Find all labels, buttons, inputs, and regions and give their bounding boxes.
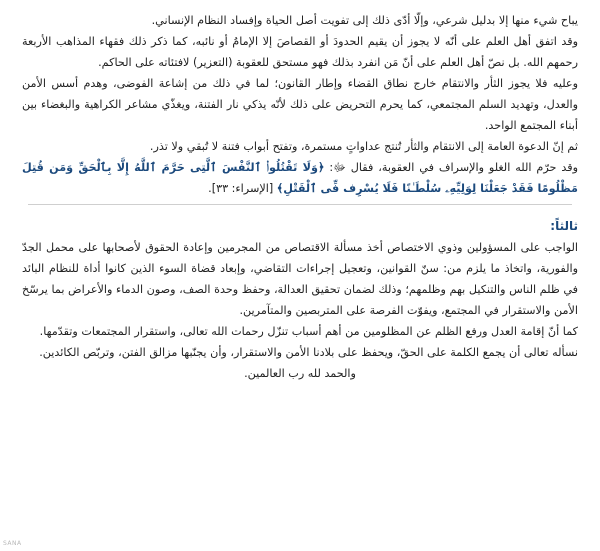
paragraph: نسأله تعالى أن يجمع الكلمة على الحقّ، ويحفظ على بلادنا الأمن والاستقرار، وأن يجنّبها مزالق الفتن، وتربّص الكائدين.	[39, 346, 578, 359]
document-page	[22, 10, 578, 384]
closing-line: والحمد لله رب العالمين.	[244, 367, 356, 380]
paragraph: وعليه فلا يجوز الثأر والانتقام خارج نطاق القضاء وإطار القانون؛ لما في ذلك من إشاعة الفوضى، وهدم أسس الأمن والعدل، وتهديد السلم المجتمعي، كما يحرم التحريض على ذلك لأنّه يذكي نار الفتنة، ويغذّي مشاعر الكراهية والبغضاء بين أبناء المجتمع الواحد.	[22, 77, 578, 132]
section-divider	[28, 204, 572, 205]
paragraph: ثم إنّ الدعوة العامة إلى الانتقام والثأر تُنتج عداواتٍ مستمرة، وتفتح أبواب فتنة لا تُبقي ولا تذر.	[149, 140, 578, 153]
verse-paragraph	[22, 157, 578, 199]
paragraph: وقد اتفق أهل العلم على أنّه لا يجوز أن يقيم الحدودَ أو القصاصَ إلا الإمامُ أو نائبه، كما ذكر ذلك فقهاء المذاهب الأربعة رحمهم الله. بل نصّ أهل العلم على أنّ مَن انفرد بذلك فهو مستحق للعقوبة (التعزير) لافتئاته على الحاكم.	[22, 35, 578, 69]
section-heading: ثالثاً:	[550, 219, 578, 233]
verse-intro: وقد حرّم الله الغلو والإسراف في العقوبة، فقال ﷻ:	[324, 161, 578, 174]
paragraph: يباح شيء منها إلا بدليل شرعي، وإلّا أدّى ذلك إلى تفويت أصل الحياة وإفساد النظام الإنساني.	[151, 14, 578, 27]
paragraph: الواجب على المسؤولين وذوي الاختصاص أخذ مسألة الاقتصاص من المجرمين وإعادة الحقوق لأصحابها على محمل الجدّ والفورية، واتخاذ ما يلزم من: سنّ القوانين، وتعجيل إجراءات التقاضي، وإبعاد قضاة السوء الذين كانوا أداة للنظام البائد في ظلم الناس والتنكيل بهم وظلمهم؛ وذلك لضمان تحقيق العدالة، وحفظ وحدة الصف، وصون الدماء والأعراض بما يرسّخ الأمن والاستقرار في المجتمع، ويفوّت الفرصة على المتربصين والمتآمرين.	[22, 241, 578, 317]
watermark: SANA	[3, 540, 22, 547]
paragraph: كما أنّ إقامة العدل ورفع الظلم عن المظلومين من أهم أسباب تنزّل رحمات الله تعالى، واستقرار المجتمعات وتقدّمها.	[39, 325, 578, 338]
quran-verse: ﴿وَلَا تَقْتُلُوا۟ ٱلنَّفْسَ ٱلَّتِى حَرَّمَ ٱللَّهُ إِلَّا بِٱلْحَقِّ وَمَن قُتِلَ مَظْلُومًا فَقَدْ جَعَلْنَا لِوَلِيِّهِۦ سُلْطَـٰنًا فَلَا يُسْرِف فِّى ٱلْقَتْلِ﴾	[22, 161, 578, 195]
verse-citation: [الإسراء: ٣٣].	[208, 182, 277, 195]
